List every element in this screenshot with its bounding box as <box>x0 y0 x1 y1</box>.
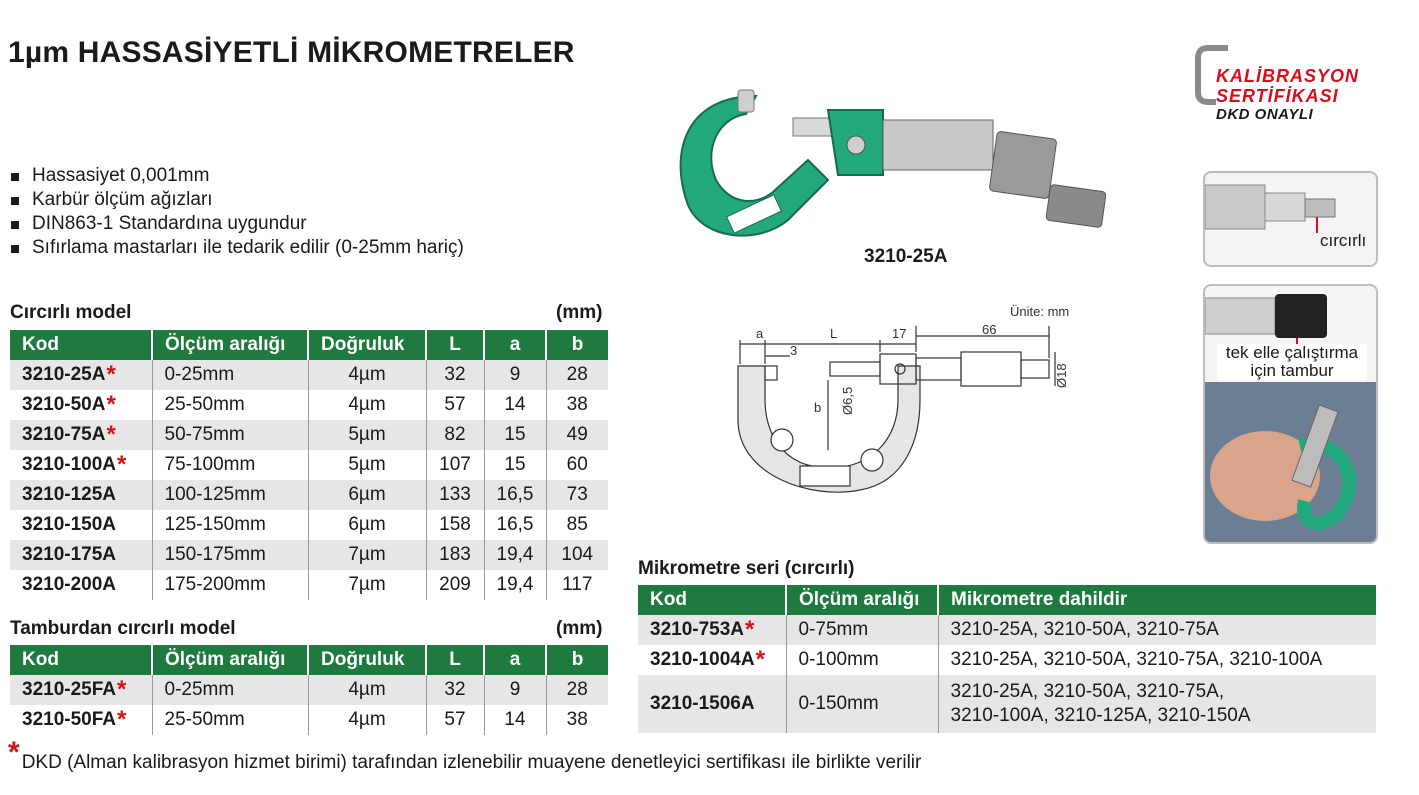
accuracy-cell: 4µm <box>308 360 426 390</box>
ratchet-model-table <box>10 330 608 600</box>
badge-subtitle: DKD ONAYLI <box>1216 106 1314 123</box>
range-cell: 0-150mm <box>786 675 938 733</box>
b-cell: 38 <box>546 390 608 420</box>
L-cell: 57 <box>426 390 484 420</box>
col-header: b <box>546 645 608 675</box>
col-header: a <box>484 330 546 360</box>
star-mark: * <box>106 421 116 448</box>
dim-L: L <box>830 326 838 341</box>
code-cell <box>10 570 152 600</box>
footnote <box>8 736 922 774</box>
table1-title: Cırcırlı model <box>10 302 132 323</box>
col-header: Ölçüm aralığı <box>152 330 308 360</box>
dim-17: 17 <box>892 326 907 341</box>
included-line: 3210-100A, 3210-125A, 3210-150A <box>950 705 1251 726</box>
table-row <box>10 450 608 480</box>
range-cell: 0-100mm <box>786 645 938 675</box>
col-header: Mikrometre dahildir <box>938 585 1376 615</box>
table1-unit: (mm) <box>556 302 603 323</box>
code-cell <box>638 615 786 645</box>
code-cell <box>10 510 152 540</box>
thimble-label-line: için tambur <box>1250 361 1334 380</box>
table-row <box>10 480 608 510</box>
star-mark: * <box>106 361 116 388</box>
thimble-inset <box>1203 284 1378 544</box>
code-text: 3210-100A <box>22 454 117 475</box>
code-text: 3210-1004A <box>650 649 755 670</box>
table-row <box>10 390 608 420</box>
col-header: Doğruluk <box>308 645 426 675</box>
accuracy-cell: 6µm <box>308 510 426 540</box>
star-mark: * <box>755 646 765 673</box>
col-header: Kod <box>10 330 152 360</box>
code-cell <box>10 390 152 420</box>
L-cell: 183 <box>426 540 484 570</box>
badge-line: KALİBRASYON <box>1216 66 1360 86</box>
dim-a: a <box>756 326 764 341</box>
table-row <box>638 645 1376 675</box>
dim-d65: Ø6,5 <box>840 386 855 415</box>
code-text: 3210-200A <box>22 574 117 595</box>
b-cell: 85 <box>546 510 608 540</box>
L-cell: 158 <box>426 510 484 540</box>
a-cell: 15 <box>484 420 546 450</box>
star-mark: * <box>117 451 127 478</box>
table-row <box>638 675 1376 733</box>
code-cell <box>10 450 152 480</box>
drawing-unit-label: Ünite: mm <box>1010 304 1070 319</box>
feature-item: Sıfırlama mastarları ile tedarik edilir (0-25mm hariç) <box>8 236 464 260</box>
thimble-label <box>1217 344 1367 380</box>
dim-3: 3 <box>790 343 798 358</box>
dim-66: 66 <box>982 322 997 337</box>
footnote-text: DKD (Alman kalibrasyon hizmet birimi) tarafından izlenebilir muayene denetleyici sertifikası ile birlikte verilir <box>21 752 922 773</box>
range-cell: 75-100mm <box>152 450 308 480</box>
accuracy-cell: 4µm <box>308 675 426 705</box>
product-caption: 3210-25A <box>864 246 948 267</box>
accuracy-cell: 7µm <box>308 570 426 600</box>
b-cell: 28 <box>546 675 608 705</box>
table-row <box>10 570 608 600</box>
code-cell <box>10 705 152 735</box>
code-text: 3210-175A <box>22 544 117 565</box>
table3-title: Mikrometre seri (cırcırlı) <box>638 558 855 579</box>
range-cell: 25-50mm <box>152 390 308 420</box>
included-cell: 3210-25A, 3210-50A, 3210-75A, 3210-100A <box>938 645 1376 675</box>
a-cell: 16,5 <box>484 510 546 540</box>
table-row <box>10 360 608 390</box>
a-cell: 19,4 <box>484 540 546 570</box>
thimble-photo <box>1205 286 1376 542</box>
code-cell <box>638 645 786 675</box>
table-row <box>10 540 608 570</box>
dim-d18: Ø18 <box>1054 363 1069 388</box>
code-cell <box>10 540 152 570</box>
L-cell: 82 <box>426 420 484 450</box>
code-text: 3210-753A <box>650 619 745 640</box>
L-cell: 32 <box>426 360 484 390</box>
badge-line: SERTİFİKASI <box>1216 86 1339 106</box>
ratchet-label: cırcırlı <box>1320 231 1367 250</box>
a-cell: 9 <box>484 360 546 390</box>
included-line: 3210-25A, 3210-50A, 3210-75A, <box>950 681 1225 702</box>
range-cell: 175-200mm <box>152 570 308 600</box>
col-header: Ölçüm aralığı <box>152 645 308 675</box>
accuracy-cell: 6µm <box>308 480 426 510</box>
micrometer-photo <box>668 80 1118 270</box>
b-cell: 28 <box>546 360 608 390</box>
ratchet-inset <box>1203 171 1378 267</box>
code-cell <box>10 420 152 450</box>
range-cell: 100-125mm <box>152 480 308 510</box>
b-cell: 38 <box>546 705 608 735</box>
code-cell <box>10 360 152 390</box>
accuracy-cell: 4µm <box>308 705 426 735</box>
certificate-badge <box>1216 66 1359 106</box>
accuracy-cell: 4µm <box>308 390 426 420</box>
range-cell: 25-50mm <box>152 705 308 735</box>
table2-unit: (mm) <box>556 618 603 639</box>
table-row <box>10 705 608 735</box>
technical-drawing <box>720 300 1100 500</box>
a-cell: 16,5 <box>484 480 546 510</box>
range-cell: 0-25mm <box>152 675 308 705</box>
star-mark: * <box>8 736 20 769</box>
L-cell: 107 <box>426 450 484 480</box>
feature-item: Karbür ölçüm ağızları <box>8 188 464 212</box>
a-cell: 14 <box>484 705 546 735</box>
b-cell: 73 <box>546 480 608 510</box>
micrometer-set-table <box>638 585 1376 733</box>
accuracy-cell: 5µm <box>308 450 426 480</box>
code-text: 3210-25FA <box>22 679 117 700</box>
b-cell: 49 <box>546 420 608 450</box>
code-cell <box>10 480 152 510</box>
col-header: Kod <box>10 645 152 675</box>
accuracy-cell: 5µm <box>308 420 426 450</box>
col-header: a <box>484 645 546 675</box>
range-cell: 0-25mm <box>152 360 308 390</box>
feature-item: DIN863-1 Standardına uygundur <box>8 212 464 236</box>
table-row <box>638 615 1376 645</box>
table-row <box>10 675 608 705</box>
L-cell: 57 <box>426 705 484 735</box>
star-mark: * <box>106 391 116 418</box>
thimble-label-line: tek elle çalıştırma <box>1225 343 1359 362</box>
col-header: L <box>426 330 484 360</box>
a-cell: 9 <box>484 675 546 705</box>
code-text: 3210-150A <box>22 514 117 535</box>
col-header: Ölçüm aralığı <box>786 585 938 615</box>
b-cell: 60 <box>546 450 608 480</box>
a-cell: 15 <box>484 450 546 480</box>
star-mark: * <box>117 706 127 733</box>
L-cell: 32 <box>426 675 484 705</box>
code-cell <box>10 675 152 705</box>
code-cell <box>638 675 786 733</box>
page-title: 1µm HASSASİYETLİ MİKROMETRELER <box>8 36 575 69</box>
code-text: 3210-50A <box>22 394 106 415</box>
a-cell: 14 <box>484 390 546 420</box>
code-text: 3210-125A <box>22 484 117 505</box>
ratchet-photo <box>1205 173 1376 265</box>
L-cell: 133 <box>426 480 484 510</box>
table-row <box>10 420 608 450</box>
col-header: Kod <box>638 585 786 615</box>
star-mark: * <box>745 616 755 643</box>
b-cell: 117 <box>546 570 608 600</box>
dim-b: b <box>814 400 822 415</box>
included-cell <box>938 675 1376 733</box>
thimble-model-table <box>10 645 608 735</box>
star-mark: * <box>117 676 127 703</box>
range-cell: 0-75mm <box>786 615 938 645</box>
code-text: 3210-25A <box>22 364 106 385</box>
table-row <box>10 510 608 540</box>
range-cell: 150-175mm <box>152 540 308 570</box>
b-cell: 104 <box>546 540 608 570</box>
L-cell: 209 <box>426 570 484 600</box>
a-cell: 19,4 <box>484 570 546 600</box>
code-text: 3210-75A <box>22 424 106 445</box>
included-cell: 3210-25A, 3210-50A, 3210-75A <box>938 615 1376 645</box>
col-header: b <box>546 330 608 360</box>
col-header: Doğruluk <box>308 330 426 360</box>
feature-list <box>8 164 464 260</box>
code-text: 3210-50FA <box>22 709 117 730</box>
table2-title: Tamburdan cırcırlı model <box>10 618 236 639</box>
range-cell: 125-150mm <box>152 510 308 540</box>
range-cell: 50-75mm <box>152 420 308 450</box>
feature-item: Hassasiyet 0,001mm <box>8 164 464 188</box>
col-header: L <box>426 645 484 675</box>
code-text: 3210-1506A <box>650 693 755 714</box>
accuracy-cell: 7µm <box>308 540 426 570</box>
